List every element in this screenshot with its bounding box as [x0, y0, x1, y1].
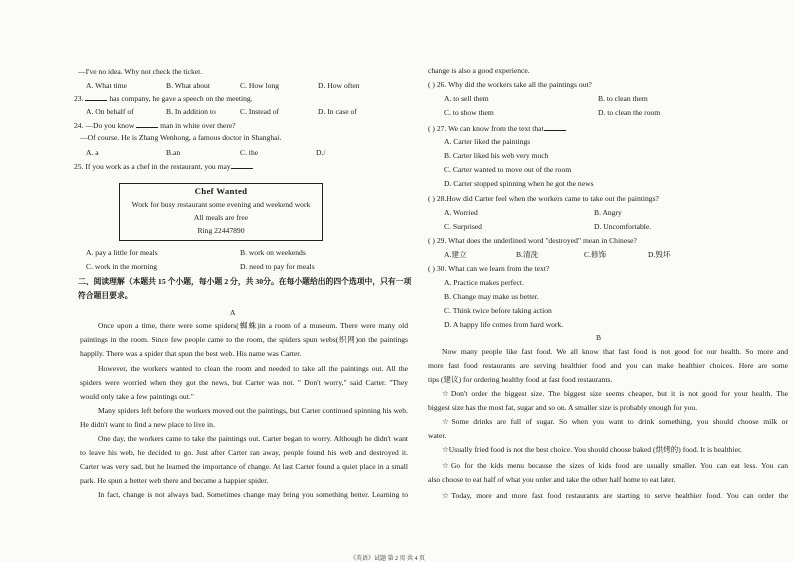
q27-blank — [544, 123, 566, 131]
q22-option-a: A. What time — [86, 81, 127, 90]
q25-blank — [231, 161, 253, 169]
q23-option-c: C. Instead of — [240, 107, 280, 116]
page-footer: 《英语》试题 第 2 页 共 4 页 — [350, 556, 426, 562]
q24-question — [74, 120, 236, 130]
ad-title: Chef Wanted — [194, 186, 248, 196]
q25-option-c: C. work in the morning — [86, 262, 158, 271]
passage-a-line: paintings in the room. Since few people came to the room, the spiders spun webs(织网)on the paintings — [80, 335, 408, 344]
passage-a-line: However, the workers wanted to clean the room and needed to take all the paintings out. All the — [98, 364, 408, 373]
q24-option-c: C. the — [240, 148, 259, 157]
q23-option-a: A. On behalf of — [86, 107, 134, 116]
passage-a-line: would only take a few paintings out." — [80, 392, 194, 401]
ad-line-3: Ring 22447890 — [197, 226, 245, 235]
q27-option-a: A. Carter liked the paintings — [444, 137, 531, 146]
q29-option-d: D.毁坏 — [648, 250, 671, 259]
q25-option-d: D. need to pay for meals — [240, 262, 315, 271]
q23-question — [74, 93, 253, 103]
passage-b-line: more fast food restaurants are serving healthier food and you can make healthier choices. Here are some — [428, 361, 788, 370]
q30-question: ( ) 30. What can we learn from the text? — [428, 264, 550, 273]
passage-a-line: One day, the workers came to take the paintings out. Carter began to worry. Although he didn't want — [98, 434, 408, 443]
q26-option-a: A. to sell them — [444, 94, 489, 103]
passage-b-line: tips (建议) for ordering healthy food at fast food restaurants. — [428, 375, 613, 384]
q28-option-a: A. Worried — [444, 208, 478, 217]
q22-dialogue-line: —I've no idea. Why not check the ticket. — [78, 67, 203, 76]
passage-a-line: In fact, change is not always bad. Sometimes change may bring you something better. Learning to — [98, 490, 408, 499]
q29-option-a: A.建立 — [444, 250, 467, 259]
q30-option-b: B. Change may make us better. — [444, 292, 539, 301]
q29-option-c: C.修饰 — [584, 250, 607, 259]
q26-option-b: B. to clean them — [598, 94, 648, 103]
q23-blank — [85, 93, 107, 101]
q27-question — [428, 123, 566, 133]
q27-option-d: D. Carter stopped spinning when he got the news — [444, 179, 594, 188]
passage-a-line: spiders were worried when they got the news, but Carter was not. " Don't worry," said Carter. "They — [80, 378, 408, 387]
passage-b-line: Now many people like fast food. We all know that fast food is not good for our health. So more and — [442, 347, 788, 356]
passage-b-label: B — [596, 333, 602, 342]
q27-option-b: B. Carter liked his web very much — [444, 151, 549, 160]
passage-a-line: to leave his web, he decided to go. Just after Carter ran away, people found his web and destroyed it. — [80, 448, 408, 457]
q30-option-c: C. Think twice before taking action — [444, 306, 552, 315]
q25-option-a: A. pay a little for meals — [86, 248, 158, 257]
chef-wanted-ad — [119, 183, 323, 241]
passage-b-line: ☆Today, more and more fast food restaurants are starting to serve healthier food. You can order the — [442, 491, 788, 500]
q22-option-c: C. How long — [240, 81, 280, 90]
ad-line-2: All meals are free — [193, 213, 249, 222]
q23-option-b: B. In addition to — [166, 107, 216, 116]
q24-option-d: D./ — [316, 148, 326, 157]
q29-option-b: B.清洗 — [516, 250, 539, 259]
passage-a-line: Carter was very sad, but he learned the importance of change. At last Carter found a quiet place in a small — [80, 462, 408, 471]
q25-stem: 25. If you work as a chef in the restaurant, you may — [74, 162, 231, 171]
q23-number: 23. — [74, 94, 84, 103]
section-heading-line-2: 符合题目要求。 — [78, 291, 133, 300]
q26-option-d: D. to clean the room — [598, 108, 661, 117]
q24-stem-a: —Do you know — [85, 121, 135, 130]
q28-option-b: B. Angry — [594, 208, 622, 217]
q24-option-b: B.an — [166, 148, 181, 157]
q23-stem: has company, he gave a speech on the meeting. — [109, 94, 253, 103]
passage-a-line: Once upon a time, there were some spiders(蜘蛛)in a room of a museum. There were many old — [98, 321, 408, 330]
q26-question: ( ) 26. Why did the workers take all the paintings out? — [428, 80, 592, 89]
passage-a-line: He didn't want to find a new place to live in. — [80, 420, 215, 429]
q29-question: ( ) 29. What does the underlined word "destroyed" mean in Chinese? — [428, 236, 637, 245]
passage-b-line: biggest size has the most fat, sugar and so on. A smaller size is probably enough for you. — [428, 403, 698, 412]
passage-a-line: park. He spun a better web there and became a happier spider. — [80, 476, 269, 485]
ad-line-1: Work for busy restaurant some evening and weekend work — [131, 200, 311, 209]
q27-option-c: C. Carter wanted to move out of the room — [444, 165, 572, 174]
q24-dialogue-line: —Of course. He is Zhang Wenhong, a famous doctor in Shanghai. — [80, 133, 282, 142]
section-heading-line-1: 二、阅读理解（本题共 15 个小题，每小题 2 分，共 30分。在每小题给出的四个选项中，只有一项 — [78, 277, 412, 286]
q30-option-a: A. Practice makes perfect. — [444, 278, 524, 287]
passage-b-line: ☆Some drinks are full of sugar. So when you want to drink something, you should choose milk or — [442, 417, 788, 426]
passage-a-last-line: change is also a good experience. — [428, 66, 530, 75]
passage-b-line: also choose to eat half of what you order and take the other half home to eat later. — [428, 475, 676, 484]
q22-option-b: B. What about — [166, 81, 210, 90]
q27-stem: ( ) 27. We can know from the text that — [428, 124, 544, 133]
q24-number: 24. — [74, 121, 84, 130]
q24-stem-b: man in white over there? — [160, 121, 236, 130]
q23-option-d: D. In case of — [318, 107, 357, 116]
passage-a-line: Many spiders left before the workers moved out the paintings, but Carter continued spinning his web. — [98, 406, 408, 415]
passage-b-line: ☆Go for the kids menu because the sizes of kids food are usually smaller. You can eat less. You can — [442, 461, 788, 470]
q24-option-a: A. a — [86, 148, 99, 157]
q26-option-c: C. to show them — [444, 108, 494, 117]
q22-option-d: D. How often — [318, 81, 360, 90]
q28-question: ( ) 28.How did Carter feel when the workers came to take out the paintings? — [428, 194, 659, 203]
passage-a-label: A — [230, 308, 236, 317]
q28-option-d: D. Uncomfortable. — [594, 222, 652, 231]
q24-blank — [136, 120, 158, 128]
q30-option-d: D. A happy life comes from hard work. — [444, 320, 564, 329]
q28-option-c: C. Surprised — [444, 222, 482, 231]
passage-b-line: water. — [428, 431, 447, 440]
passage-b-line: ☆Don't order the biggest size. The biggest size seems cheaper, but it is not good for your health. The — [442, 389, 788, 398]
passage-a-line: happily. There was a spider that spun the best web. His name was Carter. — [80, 349, 302, 358]
q25-question — [74, 161, 253, 171]
q25-option-b: B. work on weekends — [240, 248, 306, 257]
passage-b-line: ☆Usually fried food is not the best choice. You should choose baked (烘烤的) food. It is healthier. — [442, 445, 742, 454]
